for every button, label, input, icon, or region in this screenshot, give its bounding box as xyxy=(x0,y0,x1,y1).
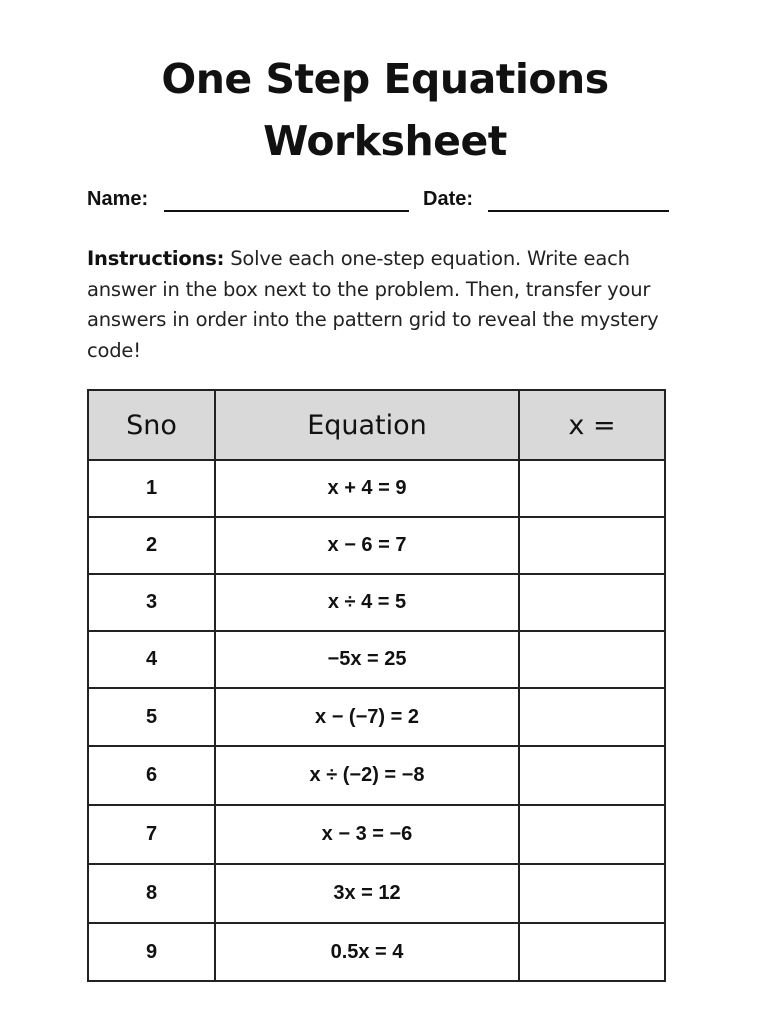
table-row xyxy=(88,688,665,746)
row-equation: −5x = 25 xyxy=(215,631,519,688)
row-equation: 0.5x = 4 xyxy=(215,923,519,981)
instructions-label: Instructions: xyxy=(87,247,225,270)
answer-box[interactable] xyxy=(519,460,665,517)
table-row xyxy=(88,805,665,864)
name-blank-line[interactable] xyxy=(164,210,409,212)
row-sno: 6 xyxy=(88,746,215,805)
answer-box[interactable] xyxy=(519,864,665,923)
instructions-paragraph xyxy=(87,244,687,366)
answer-box[interactable] xyxy=(519,746,665,805)
row-equation: x + 4 = 9 xyxy=(215,460,519,517)
date-label: Date: xyxy=(423,188,474,210)
table-row xyxy=(88,460,665,517)
table-row xyxy=(88,574,665,631)
row-sno: 3 xyxy=(88,574,215,631)
name-label: Name: xyxy=(87,188,149,210)
name-date-fields xyxy=(87,186,687,216)
answer-box[interactable] xyxy=(519,923,665,981)
table-row xyxy=(88,864,665,923)
instructions-text: Solve each one-step equation. Write each answer in the box next to the problem. Then, transfer your answers in order into the pattern grid to reveal the mystery code! xyxy=(87,247,659,362)
table-row xyxy=(88,631,665,688)
table-header-row xyxy=(88,390,665,460)
header-equation: Equation xyxy=(215,390,519,460)
date-blank-line[interactable] xyxy=(488,210,669,212)
row-sno: 8 xyxy=(88,864,215,923)
title-line-2: Worksheet xyxy=(263,117,507,165)
row-sno: 4 xyxy=(88,631,215,688)
table-row xyxy=(88,923,665,981)
worksheet-title xyxy=(0,48,770,172)
row-equation: x ÷ 4 = 5 xyxy=(215,574,519,631)
answer-box[interactable] xyxy=(519,688,665,746)
header-answer: x = xyxy=(519,390,665,460)
row-equation: x ÷ (−2) = −8 xyxy=(215,746,519,805)
row-equation: x − 3 = −6 xyxy=(215,805,519,864)
row-sno: 7 xyxy=(88,805,215,864)
row-equation: x − 6 = 7 xyxy=(215,517,519,574)
answer-box[interactable] xyxy=(519,805,665,864)
row-equation: 3x = 12 xyxy=(215,864,519,923)
answer-box[interactable] xyxy=(519,574,665,631)
row-equation: x − (−7) = 2 xyxy=(215,688,519,746)
row-sno: 1 xyxy=(88,460,215,517)
title-line-1: One Step Equations xyxy=(161,55,609,103)
answer-box[interactable] xyxy=(519,631,665,688)
equations-table xyxy=(87,389,666,982)
row-sno: 2 xyxy=(88,517,215,574)
table-row xyxy=(88,746,665,805)
row-sno: 9 xyxy=(88,923,215,981)
header-sno: Sno xyxy=(88,390,215,460)
answer-box[interactable] xyxy=(519,517,665,574)
row-sno: 5 xyxy=(88,688,215,746)
table-row xyxy=(88,517,665,574)
